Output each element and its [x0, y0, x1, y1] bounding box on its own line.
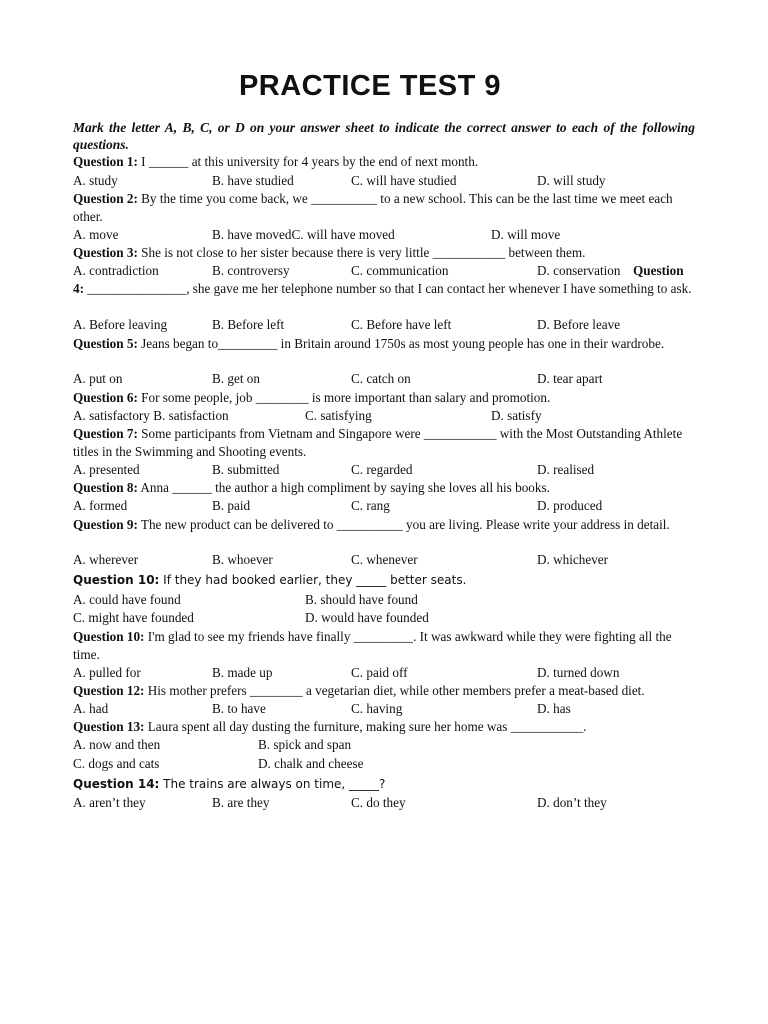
question-label: Question 6: — [73, 390, 138, 405]
question-2 — [73, 190, 698, 226]
options-13-row1 — [73, 736, 713, 754]
option-d[interactable]: D. realised — [537, 462, 595, 477]
option-d[interactable]: D. don’t they — [537, 795, 607, 810]
option-b[interactable]: B. are they — [212, 795, 270, 810]
question-5 — [73, 335, 698, 353]
option-c[interactable]: C. dogs and cats — [73, 756, 160, 771]
option-c[interactable]: C. having — [351, 701, 403, 716]
options-7 — [73, 461, 713, 479]
option-c[interactable]: C. whenever — [351, 552, 418, 567]
question-label: Question 9: — [73, 517, 138, 532]
option-a[interactable]: A. contradiction — [73, 263, 159, 278]
question-text: _______________, she gave me her telephone number so that I can contact her whenever I have something to ask. — [84, 281, 692, 296]
question-13 — [73, 718, 698, 736]
option-d[interactable]: D. conservation — [537, 263, 621, 278]
options-8 — [73, 497, 713, 515]
question-text: I ______ at this university for 4 years by the end of next month. — [137, 154, 479, 169]
question-label: Question 10: — [73, 629, 145, 644]
question-label: Question 8: — [73, 480, 138, 495]
options-11 — [73, 664, 713, 682]
options-2 — [73, 226, 713, 244]
option-d[interactable]: D. will study — [537, 173, 606, 188]
options-12 — [73, 700, 713, 718]
option-b[interactable]: B. Before left — [212, 317, 285, 332]
question-text: The new product can be delivered to __________ you are living. Please write your address in detail. — [137, 517, 670, 532]
page-title: PRACTICE TEST 9 — [238, 70, 502, 102]
question-label: 4: — [73, 281, 84, 296]
option-b[interactable]: B. controversy — [212, 263, 290, 278]
option-d[interactable]: D. chalk and cheese — [258, 756, 364, 771]
question-label: Question 13: — [73, 719, 145, 734]
option-b[interactable]: B. spick and span — [258, 737, 352, 752]
option-c[interactable]: C. regarded — [351, 462, 413, 477]
options-6 — [73, 407, 713, 425]
option-c[interactable]: C. will have studied — [351, 173, 457, 188]
question-label: Question 10: — [73, 573, 160, 587]
option-b[interactable]: B. should have found — [305, 592, 418, 607]
question-4 — [73, 280, 698, 298]
question-label: Question 14: — [73, 777, 160, 791]
question-label: Question 5: — [73, 336, 138, 351]
question-text: If they had booked earlier, they _____ better seats. — [159, 573, 467, 587]
question-8 — [73, 479, 698, 497]
option-b[interactable]: B. to have — [212, 701, 266, 716]
question-10 — [73, 571, 698, 589]
option-c[interactable]: C. do they — [351, 795, 406, 810]
question-14 — [73, 775, 698, 793]
option-d[interactable]: D. would have founded — [305, 610, 429, 625]
option-b[interactable]: B. submitted — [212, 462, 280, 477]
question-7 — [73, 425, 698, 461]
question-text: For some people, job ________ is more important than salary and promotion. — [137, 390, 551, 405]
option-d[interactable]: D. turned down — [537, 665, 620, 680]
options-3 — [73, 262, 713, 280]
option-a[interactable]: A. wherever — [73, 552, 139, 567]
option-bc[interactable]: B. have movedC. will have moved — [212, 227, 395, 242]
option-c[interactable]: C. paid off — [351, 665, 408, 680]
question-text: His mother prefers ________ a vegetarian diet, while other members prefer a meat-based diet. — [144, 683, 645, 698]
option-d[interactable]: D. tear apart — [537, 371, 603, 386]
option-b[interactable]: B. whoever — [212, 552, 273, 567]
option-b[interactable]: B. made up — [212, 665, 273, 680]
question-text: Some participants from Vietnam and Singapore were ___________ with the Most Outstanding Athlete titles in the Swimming and Shooting events. — [73, 426, 683, 459]
option-a[interactable]: A. formed — [73, 498, 128, 513]
question-text: Laura spent all day dusting the furniture, making sure her home was ___________. — [144, 719, 587, 734]
question-text: Anna ______ the author a high compliment by saying she loves all his books. — [137, 480, 550, 495]
question-label: Question 12: — [73, 683, 145, 698]
options-5 — [73, 370, 713, 388]
option-a[interactable]: A. now and then — [73, 737, 161, 752]
options-10-row2 — [73, 609, 713, 627]
question-11 — [73, 628, 698, 664]
option-b[interactable]: B. paid — [212, 498, 251, 513]
option-a[interactable]: A. put on — [73, 371, 123, 386]
question-9 — [73, 516, 698, 534]
question-1 — [73, 153, 698, 171]
options-1 — [73, 172, 713, 190]
option-a[interactable]: A. Before leaving — [73, 317, 168, 332]
question-4-label-start: Question — [633, 263, 684, 278]
question-6 — [73, 389, 698, 407]
option-d[interactable]: D. produced — [537, 498, 603, 513]
instructions: Mark the letter A, B, C, or D on your answer sheet to indicate the correct answer to each of the following questions. — [73, 120, 695, 152]
option-c[interactable]: C. Before have left — [351, 317, 452, 332]
question-label: Question 7: — [73, 426, 138, 441]
question-text: The trains are always on time, _____? — [159, 777, 386, 791]
option-a[interactable]: A. move — [73, 227, 119, 242]
option-a[interactable]: A. presented — [73, 462, 140, 477]
option-c[interactable]: C. catch on — [351, 371, 411, 386]
option-c[interactable]: C. might have founded — [73, 610, 194, 625]
option-d[interactable]: D. will move — [491, 227, 561, 242]
options-9 — [73, 551, 713, 569]
option-c[interactable]: C. communication — [351, 263, 449, 278]
option-a[interactable]: A. could have found — [73, 592, 181, 607]
options-10-row1 — [73, 591, 713, 609]
option-a[interactable]: A. aren’t they — [73, 795, 146, 810]
option-a[interactable]: A. had — [73, 701, 109, 716]
options-4 — [73, 316, 713, 334]
option-b[interactable]: B. have studied — [212, 173, 294, 188]
question-text: She is not close to her sister because there is very little ___________ between them. — [137, 245, 586, 260]
option-c[interactable]: C. satisfying — [305, 408, 372, 423]
option-b[interactable]: B. get on — [212, 371, 260, 386]
question-label: Question 1: — [73, 154, 138, 169]
question-12 — [73, 682, 698, 700]
question-label: Question 3: — [73, 245, 138, 260]
option-a[interactable]: A. pulled for — [73, 665, 141, 680]
option-d[interactable]: D. Before leave — [537, 317, 621, 332]
option-d[interactable]: D. has — [537, 701, 571, 716]
option-d[interactable]: D. satisfy — [491, 408, 542, 423]
option-a[interactable]: A. study — [73, 173, 118, 188]
option-d[interactable]: D. whichever — [537, 552, 609, 567]
question-text: By the time you come back, we __________ to a new school. This can be the last time we meet each other. — [73, 191, 673, 224]
question-text: I'm glad to see my friends have finally _________. It was awkward while they were fighting all the time. — [73, 629, 672, 662]
options-14 — [73, 794, 713, 812]
question-label: Question 2: — [73, 191, 138, 206]
option-c[interactable]: C. rang — [351, 498, 390, 513]
option-ab[interactable]: A. satisfactory B. satisfaction — [73, 408, 229, 423]
question-text: Jeans began to_________ in Britain around 1750s as most young people has one in their wardrobe. — [137, 336, 665, 351]
question-3 — [73, 244, 698, 262]
options-13-row2 — [73, 755, 713, 773]
